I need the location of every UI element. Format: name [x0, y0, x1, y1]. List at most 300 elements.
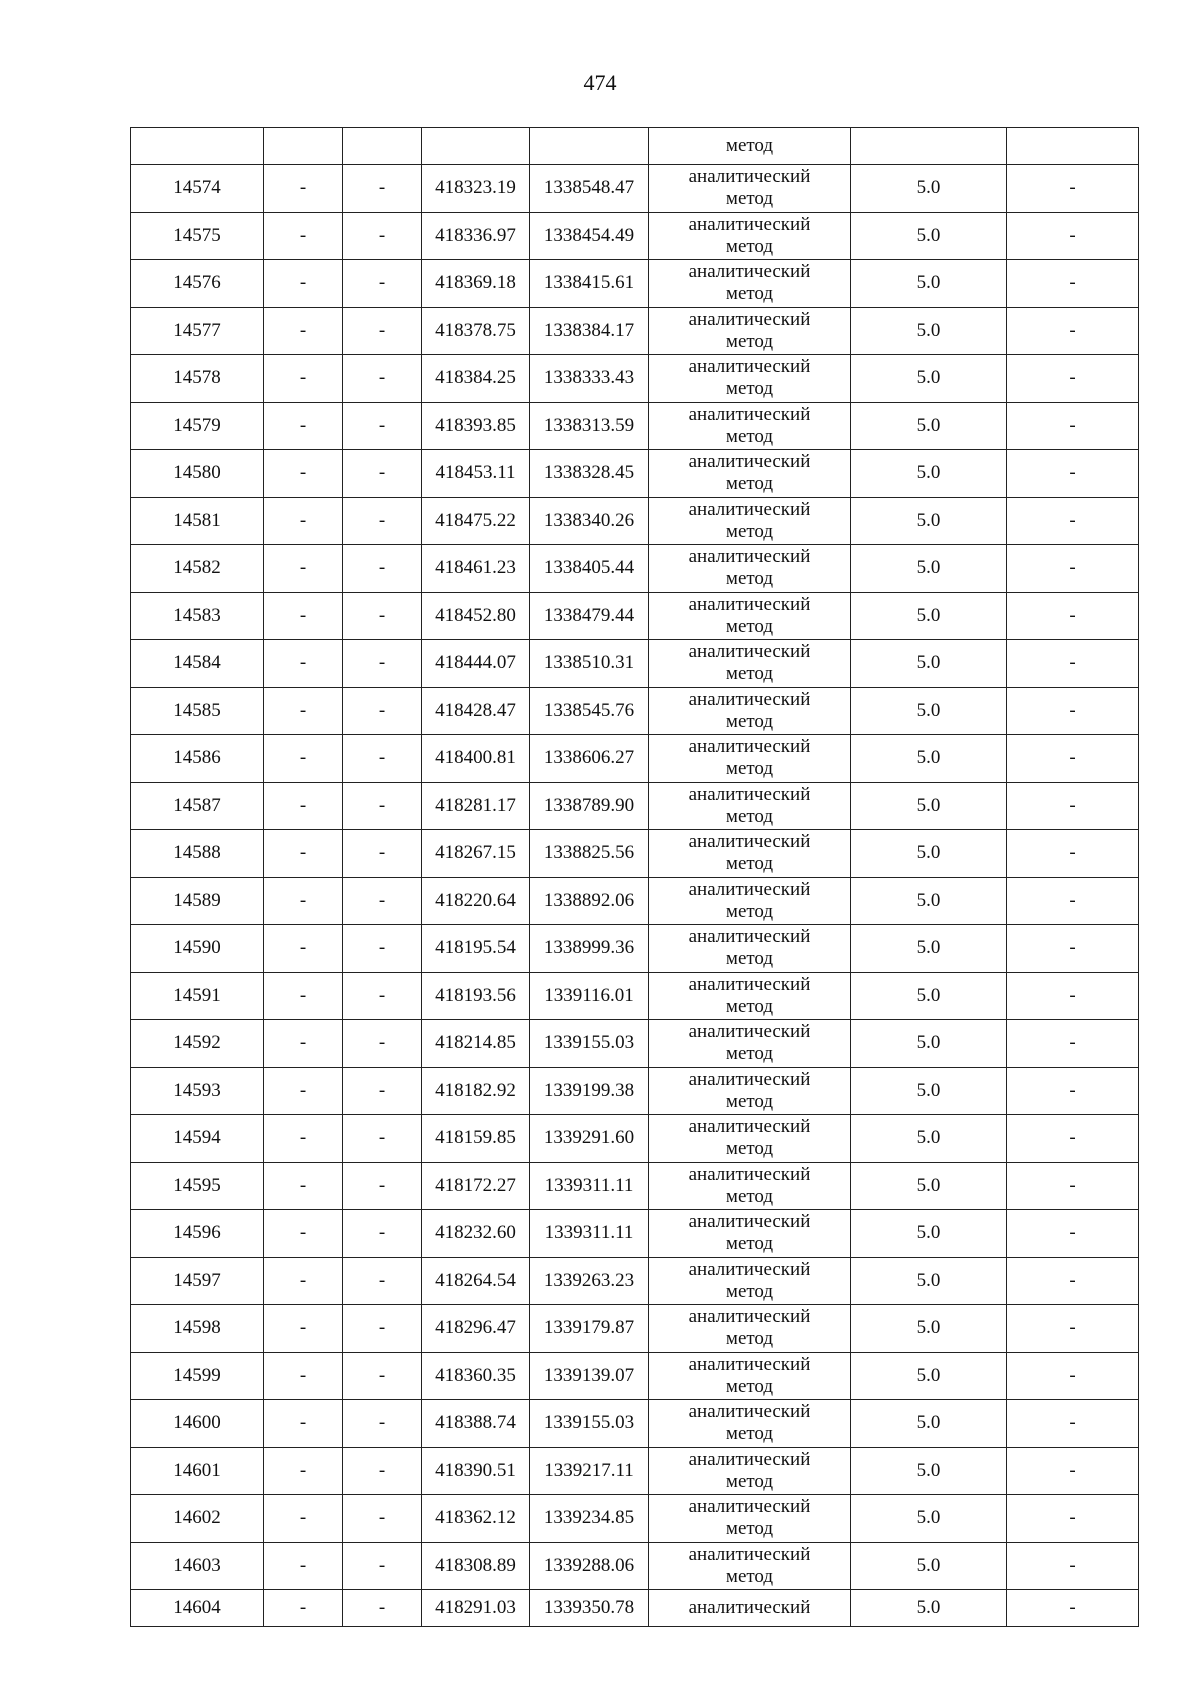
cell-id: 14580 — [131, 450, 264, 498]
cell-col8: - — [1007, 687, 1139, 735]
method-line: аналитический — [688, 688, 811, 710]
cell-id: 14599 — [131, 1352, 264, 1400]
cell-x: 418400.81 — [422, 735, 530, 783]
method-line: метод — [725, 1423, 774, 1445]
cell-col8: - — [1007, 1495, 1139, 1543]
method-line: метод — [725, 900, 774, 922]
cell-x: 418428.47 — [422, 687, 530, 735]
method-line: метод — [725, 995, 774, 1017]
cell-y: 1338999.36 — [530, 925, 649, 973]
cell-col8: - — [1007, 1590, 1139, 1627]
cell-accuracy: 5.0 — [851, 1067, 1007, 1115]
cell-method — [649, 307, 851, 355]
cell-y: 1338510.31 — [530, 640, 649, 688]
cell-col2: - — [264, 1495, 343, 1543]
cell-method — [649, 355, 851, 403]
method-line: метод — [725, 1375, 774, 1397]
method-line: аналитический — [688, 1353, 811, 1375]
cell-col8: - — [1007, 877, 1139, 925]
method-line: метод — [725, 663, 774, 685]
cell-col2: - — [264, 1162, 343, 1210]
cell-id: 14604 — [131, 1590, 264, 1627]
cell-method — [649, 165, 851, 213]
table-row — [131, 307, 1139, 355]
table-row — [131, 1257, 1139, 1305]
cell-x — [422, 128, 530, 165]
cell-x: 418452.80 — [422, 592, 530, 640]
cell-method: аналитический — [649, 1590, 851, 1627]
table-row — [131, 1542, 1139, 1590]
table-row — [131, 735, 1139, 783]
cell-col8: - — [1007, 1447, 1139, 1495]
cell-x: 418453.11 — [422, 450, 530, 498]
cell-col8: - — [1007, 592, 1139, 640]
method-line: метод — [725, 188, 774, 210]
method-line: аналитический — [688, 593, 811, 615]
method-line: аналитический — [688, 498, 811, 520]
cell-accuracy: 5.0 — [851, 1400, 1007, 1448]
cell-id: 14579 — [131, 402, 264, 450]
table-row — [131, 1210, 1139, 1258]
cell-accuracy: 5.0 — [851, 640, 1007, 688]
cell-method — [649, 640, 851, 688]
cell-y: 1338479.44 — [530, 592, 649, 640]
cell-id: 14587 — [131, 782, 264, 830]
cell-y: 1339350.78 — [530, 1590, 649, 1627]
cell-col3: - — [343, 1447, 422, 1495]
cell-accuracy: 5.0 — [851, 402, 1007, 450]
cell-accuracy: 5.0 — [851, 260, 1007, 308]
cell-x: 418369.18 — [422, 260, 530, 308]
table-row-last — [131, 1590, 1139, 1627]
cell-y: 1339155.03 — [530, 1020, 649, 1068]
cell-accuracy: 5.0 — [851, 972, 1007, 1020]
table-row — [131, 1447, 1139, 1495]
cell-method — [649, 1305, 851, 1353]
table-row — [131, 925, 1139, 973]
cell-col8: - — [1007, 307, 1139, 355]
cell-method — [649, 1020, 851, 1068]
cell-col3: - — [343, 592, 422, 640]
cell-x: 418264.54 — [422, 1257, 530, 1305]
cell-x: 418195.54 — [422, 925, 530, 973]
cell-x: 418232.60 — [422, 1210, 530, 1258]
table-row — [131, 1162, 1139, 1210]
cell-id: 14592 — [131, 1020, 264, 1068]
cell-col3: - — [343, 1115, 422, 1163]
method-line: аналитический — [688, 546, 811, 568]
method-line: аналитический — [688, 783, 811, 805]
cell-y: 1338313.59 — [530, 402, 649, 450]
cell-col2: - — [264, 972, 343, 1020]
cell-col8: - — [1007, 1210, 1139, 1258]
cell-col8 — [1007, 128, 1139, 165]
cell-accuracy: 5.0 — [851, 1542, 1007, 1590]
table-row — [131, 450, 1139, 498]
method-line: метод — [725, 1518, 774, 1540]
cell-x: 418378.75 — [422, 307, 530, 355]
cell-x: 418291.03 — [422, 1590, 530, 1627]
cell-col2: - — [264, 925, 343, 973]
cell-col8: - — [1007, 830, 1139, 878]
cell-accuracy: 5.0 — [851, 1305, 1007, 1353]
method-line: метод — [725, 853, 774, 875]
cell-method — [649, 1400, 851, 1448]
cell-col2: - — [264, 1447, 343, 1495]
method-line: аналитический — [688, 831, 811, 853]
cell-col2: - — [264, 1542, 343, 1590]
cell-col2: - — [264, 687, 343, 735]
cell-col3: - — [343, 450, 422, 498]
method-line: аналитический — [688, 1258, 811, 1280]
cell-accuracy — [851, 128, 1007, 165]
cell-x: 418281.17 — [422, 782, 530, 830]
cell-col3: - — [343, 640, 422, 688]
cell-col3: - — [343, 1352, 422, 1400]
cell-col8: - — [1007, 1305, 1139, 1353]
method-line: аналитический — [688, 1116, 811, 1138]
cell-x: 418296.47 — [422, 1305, 530, 1353]
cell-y: 1338548.47 — [530, 165, 649, 213]
cell-accuracy: 5.0 — [851, 1257, 1007, 1305]
cell-x: 418384.25 — [422, 355, 530, 403]
cell-accuracy: 5.0 — [851, 1495, 1007, 1543]
cell-col3: - — [343, 925, 422, 973]
cell-col2: - — [264, 1590, 343, 1627]
cell-y: 1338384.17 — [530, 307, 649, 355]
cell-y: 1339263.23 — [530, 1257, 649, 1305]
cell-col3: - — [343, 687, 422, 735]
method-line: метод — [725, 283, 774, 305]
table-row — [131, 1067, 1139, 1115]
cell-col3: - — [343, 1495, 422, 1543]
cell-y — [530, 128, 649, 165]
cell-method — [649, 402, 851, 450]
cell-col8: - — [1007, 735, 1139, 783]
method-line: аналитический — [688, 973, 811, 995]
cell-col8: - — [1007, 1115, 1139, 1163]
table-row — [131, 1115, 1139, 1163]
cell-method — [649, 735, 851, 783]
cell-id: 14603 — [131, 1542, 264, 1590]
cell-x: 418220.64 — [422, 877, 530, 925]
method-line: метод — [725, 473, 774, 495]
cell-accuracy: 5.0 — [851, 545, 1007, 593]
table-row — [131, 830, 1139, 878]
cell-col2: - — [264, 545, 343, 593]
table-row — [131, 260, 1139, 308]
cell-y: 1338333.43 — [530, 355, 649, 403]
cell-y: 1339139.07 — [530, 1352, 649, 1400]
cell-col2: - — [264, 497, 343, 545]
cell-y: 1339311.11 — [530, 1210, 649, 1258]
method-line: аналитический — [688, 1163, 811, 1185]
method-line: метод — [725, 710, 774, 732]
cell-accuracy: 5.0 — [851, 1447, 1007, 1495]
cell-col2: - — [264, 1305, 343, 1353]
cell-col8: - — [1007, 1020, 1139, 1068]
method-line: аналитический — [688, 308, 811, 330]
method-line: аналитический — [688, 451, 811, 473]
method-line: аналитический — [688, 878, 811, 900]
cell-id: 14594 — [131, 1115, 264, 1163]
method-line: метод — [725, 805, 774, 827]
cell-x: 418390.51 — [422, 1447, 530, 1495]
cell-col3: - — [343, 782, 422, 830]
cell-accuracy: 5.0 — [851, 307, 1007, 355]
cell-id: 14591 — [131, 972, 264, 1020]
method-line: метод — [725, 1185, 774, 1207]
cell-col8: - — [1007, 925, 1139, 973]
cell-col3: - — [343, 497, 422, 545]
cell-col3: - — [343, 1210, 422, 1258]
cell-method — [649, 1257, 851, 1305]
cell-id: 14584 — [131, 640, 264, 688]
cell-x: 418214.85 — [422, 1020, 530, 1068]
cell-x: 418323.19 — [422, 165, 530, 213]
cell-id: 14598 — [131, 1305, 264, 1353]
method-line: метод — [725, 235, 774, 257]
cell-id: 14595 — [131, 1162, 264, 1210]
cell-y: 1339179.87 — [530, 1305, 649, 1353]
cell-method — [649, 1542, 851, 1590]
cell-col2: - — [264, 735, 343, 783]
table-row — [131, 877, 1139, 925]
cell-method — [649, 1210, 851, 1258]
cell-method — [649, 1115, 851, 1163]
cell-method — [649, 925, 851, 973]
cell-x: 418444.07 — [422, 640, 530, 688]
table-body — [131, 128, 1139, 1627]
cell-y: 1339199.38 — [530, 1067, 649, 1115]
cell-col3: - — [343, 1020, 422, 1068]
cell-col3: - — [343, 260, 422, 308]
cell-col8: - — [1007, 1257, 1139, 1305]
cell-col8: - — [1007, 212, 1139, 260]
method-line: метод — [725, 948, 774, 970]
cell-accuracy: 5.0 — [851, 925, 1007, 973]
cell-id — [131, 128, 264, 165]
cell-method — [649, 592, 851, 640]
method-line: аналитический — [688, 1401, 811, 1423]
method-line: аналитический — [688, 356, 811, 378]
method-line: аналитический — [688, 926, 811, 948]
cell-accuracy: 5.0 — [851, 735, 1007, 783]
cell-method — [649, 1495, 851, 1543]
method-line: метод — [725, 378, 774, 400]
cell-accuracy: 5.0 — [851, 1162, 1007, 1210]
cell-accuracy: 5.0 — [851, 1352, 1007, 1400]
cell-x: 418159.85 — [422, 1115, 530, 1163]
method-line: аналитический — [688, 641, 811, 663]
cell-method — [649, 497, 851, 545]
cell-x: 418475.22 — [422, 497, 530, 545]
cell-x: 418267.15 — [422, 830, 530, 878]
cell-method — [649, 877, 851, 925]
table-row — [131, 972, 1139, 1020]
cell-y: 1338328.45 — [530, 450, 649, 498]
cell-x: 418461.23 — [422, 545, 530, 593]
cell-col8: - — [1007, 545, 1139, 593]
method-line: метод — [725, 425, 774, 447]
cell-method — [649, 1067, 851, 1115]
cell-col8: - — [1007, 497, 1139, 545]
cell-x: 418308.89 — [422, 1542, 530, 1590]
cell-accuracy: 5.0 — [851, 165, 1007, 213]
cell-col3 — [343, 128, 422, 165]
cell-y: 1339155.03 — [530, 1400, 649, 1448]
cell-method — [649, 260, 851, 308]
cell-y: 1338789.90 — [530, 782, 649, 830]
cell-y: 1339311.11 — [530, 1162, 649, 1210]
cell-accuracy: 5.0 — [851, 212, 1007, 260]
cell-accuracy: 5.0 — [851, 830, 1007, 878]
table-row — [131, 782, 1139, 830]
method-line: метод — [725, 615, 774, 637]
cell-col2: - — [264, 212, 343, 260]
cell-col8: - — [1007, 165, 1139, 213]
cell-id: 14589 — [131, 877, 264, 925]
cell-id: 14588 — [131, 830, 264, 878]
cell-id: 14593 — [131, 1067, 264, 1115]
cell-y: 1338454.49 — [530, 212, 649, 260]
cell-x: 418388.74 — [422, 1400, 530, 1448]
cell-y: 1339217.11 — [530, 1447, 649, 1495]
method-line: метод — [725, 1090, 774, 1112]
cell-col8: - — [1007, 355, 1139, 403]
cell-id: 14581 — [131, 497, 264, 545]
cell-method — [649, 1447, 851, 1495]
cell-col2: - — [264, 1067, 343, 1115]
cell-col2: - — [264, 1115, 343, 1163]
cell-col8: - — [1007, 640, 1139, 688]
cell-col8: - — [1007, 402, 1139, 450]
cell-accuracy: 5.0 — [851, 1115, 1007, 1163]
cell-id: 14596 — [131, 1210, 264, 1258]
cell-col2: - — [264, 165, 343, 213]
cell-col3: - — [343, 1305, 422, 1353]
table-row — [131, 402, 1139, 450]
method-line: метод — [725, 1280, 774, 1302]
cell-col2: - — [264, 260, 343, 308]
cell-col8: - — [1007, 1352, 1139, 1400]
cell-method — [649, 450, 851, 498]
method-line: аналитический — [688, 213, 811, 235]
coordinates-table — [130, 127, 1139, 1627]
method-line: аналитический — [688, 1543, 811, 1565]
cell-col2: - — [264, 1257, 343, 1305]
cell-col2: - — [264, 830, 343, 878]
method-line: аналитический — [688, 261, 811, 283]
cell-id: 14590 — [131, 925, 264, 973]
cell-y: 1338340.26 — [530, 497, 649, 545]
cell-id: 14600 — [131, 1400, 264, 1448]
cell-col3: - — [343, 545, 422, 593]
cell-id: 14602 — [131, 1495, 264, 1543]
table-row — [131, 545, 1139, 593]
cell-method — [649, 1162, 851, 1210]
cell-col2: - — [264, 592, 343, 640]
cell-x: 418336.97 — [422, 212, 530, 260]
cell-col3: - — [343, 1257, 422, 1305]
method-line: метод — [725, 758, 774, 780]
cell-x: 418193.56 — [422, 972, 530, 1020]
method-line: аналитический — [688, 1021, 811, 1043]
cell-col8: - — [1007, 1162, 1139, 1210]
cell-col3: - — [343, 355, 422, 403]
cell-x: 418362.12 — [422, 1495, 530, 1543]
table-row — [131, 497, 1139, 545]
cell-col8: - — [1007, 972, 1139, 1020]
cell-col3: - — [343, 735, 422, 783]
method-line: аналитический — [688, 1496, 811, 1518]
method-line: аналитический — [688, 1448, 811, 1470]
cell-y: 1338545.76 — [530, 687, 649, 735]
table-row — [131, 1495, 1139, 1543]
cell-accuracy: 5.0 — [851, 877, 1007, 925]
method-line: аналитический — [688, 166, 811, 188]
cell-y: 1339291.60 — [530, 1115, 649, 1163]
table-row — [131, 1352, 1139, 1400]
continuation-row — [131, 128, 1139, 165]
cell-method — [649, 830, 851, 878]
cell-col3: - — [343, 165, 422, 213]
cell-col2: - — [264, 877, 343, 925]
cell-y: 1338405.44 — [530, 545, 649, 593]
cell-col3: - — [343, 1590, 422, 1627]
cell-x: 418360.35 — [422, 1352, 530, 1400]
cell-col3: - — [343, 830, 422, 878]
cell-method — [649, 212, 851, 260]
method-line: аналитический — [688, 736, 811, 758]
method-line: метод — [725, 1043, 774, 1065]
cell-accuracy: 5.0 — [851, 1210, 1007, 1258]
cell-id: 14585 — [131, 687, 264, 735]
cell-col8: - — [1007, 782, 1139, 830]
cell-col8: - — [1007, 260, 1139, 308]
cell-method — [649, 545, 851, 593]
cell-y: 1338606.27 — [530, 735, 649, 783]
cell-x: 418172.27 — [422, 1162, 530, 1210]
method-line: аналитический — [688, 1068, 811, 1090]
method-line: аналитический — [688, 1306, 811, 1328]
method-line: метод — [725, 1328, 774, 1350]
cell-col3: - — [343, 1162, 422, 1210]
method-line: метод — [725, 1565, 774, 1587]
cell-accuracy: 5.0 — [851, 592, 1007, 640]
table-row — [131, 1305, 1139, 1353]
cell-col3: - — [343, 1067, 422, 1115]
table-row — [131, 212, 1139, 260]
method-line: метод — [725, 1233, 774, 1255]
cell-col8: - — [1007, 1067, 1139, 1115]
cell-id: 14601 — [131, 1447, 264, 1495]
cell-method — [649, 782, 851, 830]
method-line: аналитический — [688, 1211, 811, 1233]
method-line: метод — [725, 330, 774, 352]
cell-col2: - — [264, 402, 343, 450]
method-line: метод — [725, 1138, 774, 1160]
cell-method — [649, 687, 851, 735]
cell-col3: - — [343, 972, 422, 1020]
cell-accuracy: 5.0 — [851, 782, 1007, 830]
cell-col3: - — [343, 1400, 422, 1448]
table-row — [131, 165, 1139, 213]
cell-col3: - — [343, 212, 422, 260]
cell-accuracy: 5.0 — [851, 450, 1007, 498]
cell-accuracy: 5.0 — [851, 1590, 1007, 1627]
table-row — [131, 355, 1139, 403]
